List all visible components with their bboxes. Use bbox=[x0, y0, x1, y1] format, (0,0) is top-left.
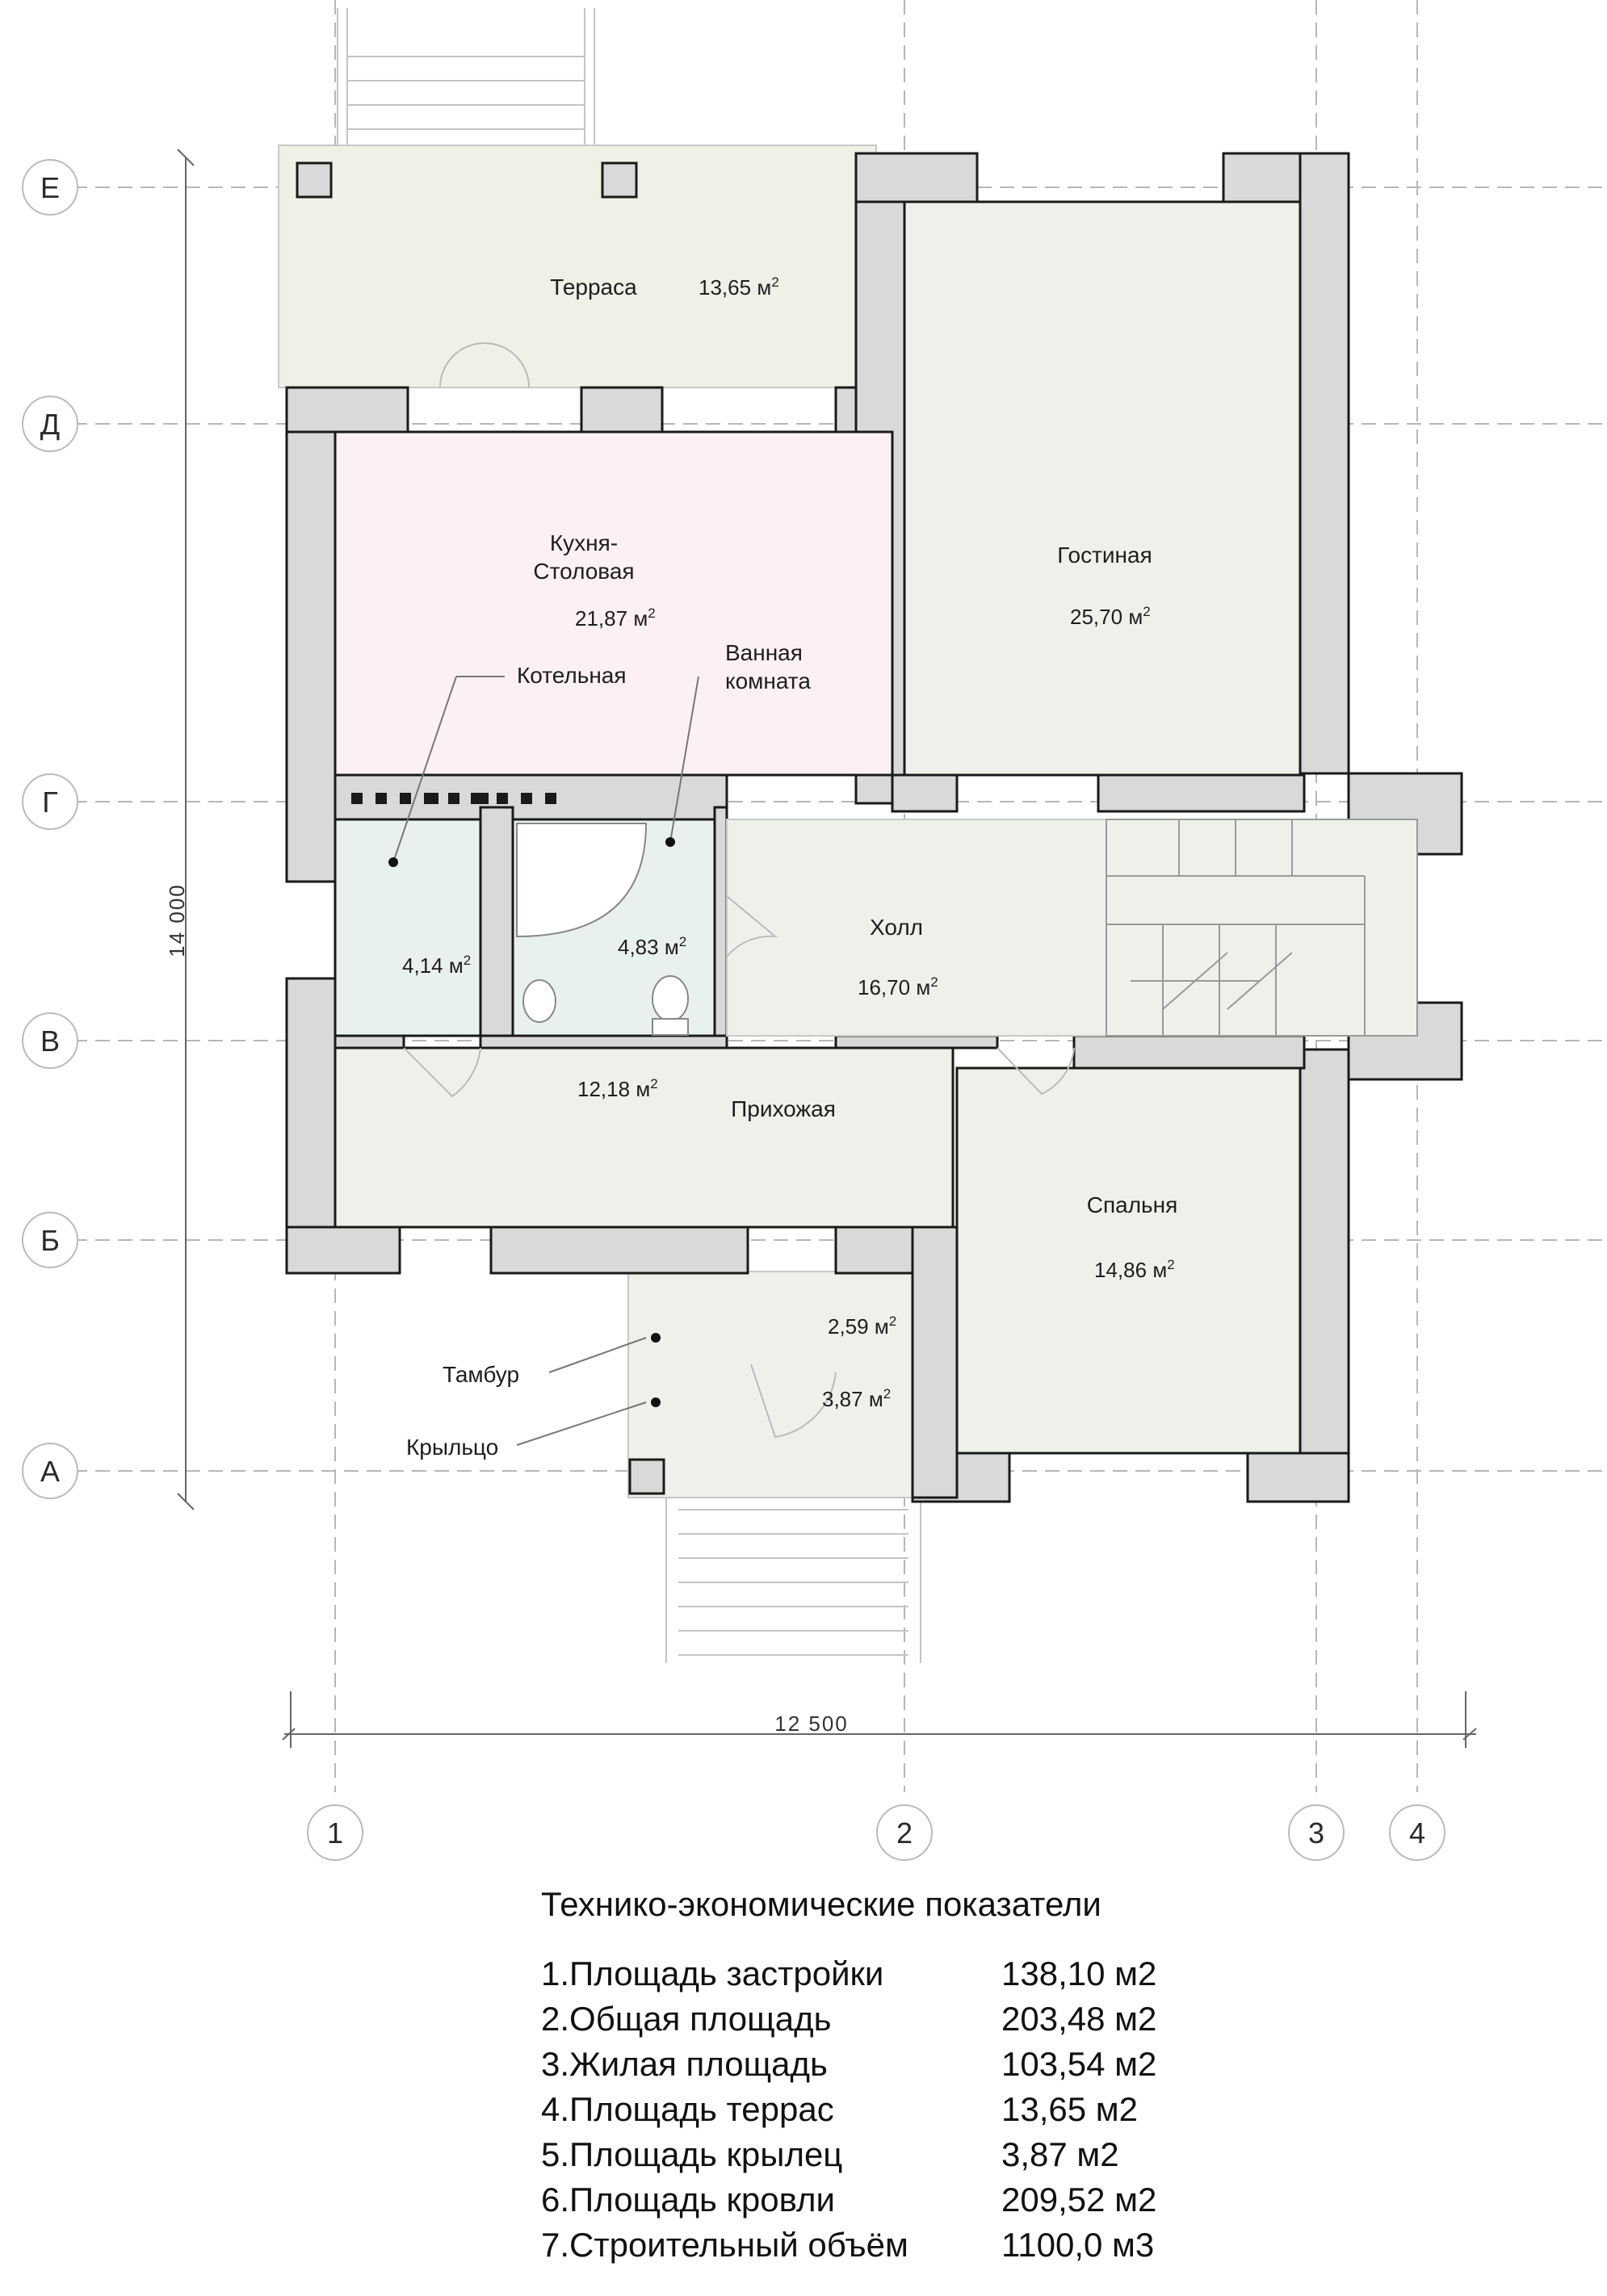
boiler-floor bbox=[335, 819, 480, 1036]
living-name: Гостиная bbox=[1057, 543, 1152, 568]
axis-label-2: 2 bbox=[896, 1816, 913, 1850]
bath-name-line2: комната bbox=[725, 668, 811, 693]
terrace-stairs bbox=[338, 8, 594, 157]
indicator-name: 2.Общая площадь bbox=[541, 2000, 832, 2038]
living-area: 25,70 $м^2$ bbox=[1070, 604, 1151, 629]
porch-name: Крыльцо bbox=[406, 1435, 499, 1460]
porch-column bbox=[630, 1460, 664, 1494]
porch-stairs bbox=[666, 1498, 921, 1663]
indicator-value: 138,10 м2 bbox=[1001, 1955, 1157, 1992]
indicator-name: 5.Площадь крылец bbox=[541, 2135, 843, 2173]
axis-label-3: 3 bbox=[1307, 1816, 1325, 1850]
technical-indicators bbox=[541, 1885, 1268, 2268]
width-dimension: 12 500 bbox=[774, 1712, 849, 1736]
height-dimension: 14 000 bbox=[165, 883, 189, 957]
indicator-name: 7.Строительный объём bbox=[541, 2226, 908, 2264]
porch-floor bbox=[628, 1272, 919, 1498]
indicator-name: 1.Площадь застройки bbox=[541, 1955, 884, 1992]
living-floor bbox=[904, 202, 1300, 775]
indicator-row bbox=[541, 2042, 1268, 2087]
axis-label-V: В bbox=[40, 1024, 61, 1058]
indicator-row bbox=[541, 2087, 1268, 2132]
hall-area: 16,70 $м^2$ bbox=[858, 974, 938, 999]
ventilation-marks bbox=[351, 793, 556, 804]
indicator-value: 203,48 м2 bbox=[1001, 2000, 1157, 2038]
indicator-row bbox=[541, 2223, 1268, 2268]
terrace-area: 13,65 $м^2$ bbox=[699, 274, 779, 300]
indicator-value: 1100,0 м3 bbox=[1001, 2226, 1155, 2264]
kitchen-name-line2: Столовая bbox=[533, 559, 635, 584]
bath-name-line1: Ванная bbox=[725, 640, 803, 665]
axis-label-E: Е bbox=[40, 171, 61, 204]
entrance-floor bbox=[335, 1048, 953, 1227]
indicator-value: 13,65 м2 bbox=[1001, 2090, 1139, 2128]
bedroom-name: Спальня bbox=[1086, 1192, 1178, 1217]
indicators-title: Технико-экономические показатели bbox=[541, 1885, 1101, 1923]
col-axis-bubbles bbox=[308, 1805, 1445, 1860]
axis-label-G: Г bbox=[42, 786, 58, 819]
entrance-area: 12,18 $м^2$ bbox=[577, 1076, 658, 1101]
indicator-value: 209,52 м2 bbox=[1001, 2181, 1157, 2218]
hall-floor bbox=[727, 819, 1417, 1036]
vestibule-area: 2,59 $м^2$ bbox=[828, 1313, 897, 1339]
indicator-row bbox=[541, 1951, 1268, 1996]
indicator-name: 3.Жилая площадь bbox=[541, 2045, 828, 2083]
axis-label-4: 4 bbox=[1408, 1816, 1426, 1850]
indicator-name: 6.Площадь кровли bbox=[541, 2181, 835, 2218]
terrace-name: Терраса bbox=[550, 274, 637, 300]
indicator-row bbox=[541, 2177, 1268, 2223]
bedroom-area: 14,86 $м^2$ bbox=[1094, 1257, 1175, 1282]
boiler-area: 4,14 $м^2$ bbox=[402, 953, 472, 978]
terrace-floor bbox=[279, 145, 876, 388]
bath-area: 4,83 $м^2$ bbox=[618, 934, 687, 959]
kitchen-area: 21,87 $м^2$ bbox=[575, 605, 656, 631]
axis-label-B: Б bbox=[40, 1224, 60, 1257]
entrance-name: Прихожая bbox=[731, 1096, 836, 1121]
boiler-name: Котельная bbox=[517, 663, 627, 688]
indicator-row bbox=[541, 1996, 1268, 2042]
axis-label-1: 1 bbox=[326, 1816, 344, 1850]
kitchen-floor bbox=[335, 432, 892, 775]
porch-area: 3,87 $м^2$ bbox=[822, 1386, 892, 1411]
indicator-name: 4.Площадь террас bbox=[541, 2090, 834, 2128]
axis-label-D: Д bbox=[40, 408, 61, 441]
axis-label-A: А bbox=[40, 1455, 61, 1488]
indicator-value: 103,54 м2 bbox=[1001, 2045, 1157, 2083]
indicator-row bbox=[541, 2132, 1268, 2177]
kitchen-name-line1: Кухня- bbox=[549, 530, 619, 555]
terrace-column-right bbox=[602, 163, 636, 197]
terrace-column-left bbox=[297, 163, 331, 197]
indicator-value: 3,87 м2 bbox=[1001, 2135, 1119, 2173]
vestibule-name: Тамбур bbox=[443, 1362, 520, 1387]
row-axis-bubbles bbox=[23, 160, 78, 1498]
hall-name: Холл bbox=[870, 915, 923, 940]
